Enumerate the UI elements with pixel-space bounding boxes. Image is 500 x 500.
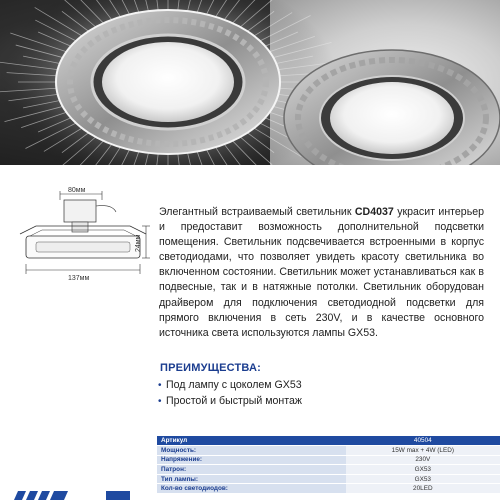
product-description	[159, 205, 484, 341]
bullet-icon: •	[158, 395, 162, 407]
spec-value: GX53	[346, 474, 500, 484]
model-name: CD4037	[354, 206, 394, 218]
spec-value: 230V	[346, 455, 500, 465]
dimension-diagram	[12, 186, 154, 286]
dimension-side-label: 24мм	[135, 234, 142, 252]
bullet-icon: •	[158, 380, 162, 391]
spec-key: Патрон:	[157, 465, 346, 475]
advantage-item	[158, 378, 302, 394]
spec-value: GX53	[346, 465, 500, 475]
brand-logo-fragment	[14, 487, 134, 500]
specifications-table	[157, 436, 500, 494]
table-row	[157, 455, 500, 465]
dimension-bottom-label: 137мм	[68, 275, 90, 282]
product-photo	[0, 0, 500, 165]
spec-key: Мощность:	[157, 446, 346, 456]
description-intro: Элегантный встраиваемый светильник	[159, 206, 355, 218]
advantages-title: ПРЕИМУЩЕСТВА:	[160, 362, 262, 374]
spec-key: Кол-во светодиодов:	[157, 484, 346, 494]
spec-key: Тип лампы:	[157, 474, 346, 484]
advantage-text: Простой и быстрый монтаж	[166, 394, 302, 407]
spec-value: 20LED	[346, 484, 500, 494]
table-row	[157, 465, 500, 475]
advantage-text: Под лампу с цоколем GX53	[166, 379, 302, 391]
table-row	[157, 446, 500, 456]
advantage-item	[158, 394, 302, 410]
spec-key: Артикул	[157, 436, 346, 446]
spec-key: Напряжение:	[157, 455, 346, 465]
table-row	[157, 484, 500, 494]
spec-value: 15W max + 4W (LED)	[346, 446, 500, 456]
table-row	[157, 436, 500, 446]
dimension-top-label: 80мм	[68, 187, 86, 194]
description-body: украсит интерьер и предоставит возможность дополнительной подсветки помещения. Светильник подсвечивается встроенными в корпус светодиодами, что позволяет увидеть красоту светильника во включенном состоянии. Светильник может устанавливаться как в подвесные, так и в натяжные потолки. Светильник оборудован драйвером для подключения светодиодной подсветки для прямого включения в сеть 230V, и в качестве основного источника света используются лампы GX53.	[159, 206, 484, 339]
spec-value: 40504	[346, 436, 500, 446]
luminaires-illustration	[0, 0, 500, 165]
advantages-list	[158, 378, 302, 409]
table-row	[157, 474, 500, 484]
